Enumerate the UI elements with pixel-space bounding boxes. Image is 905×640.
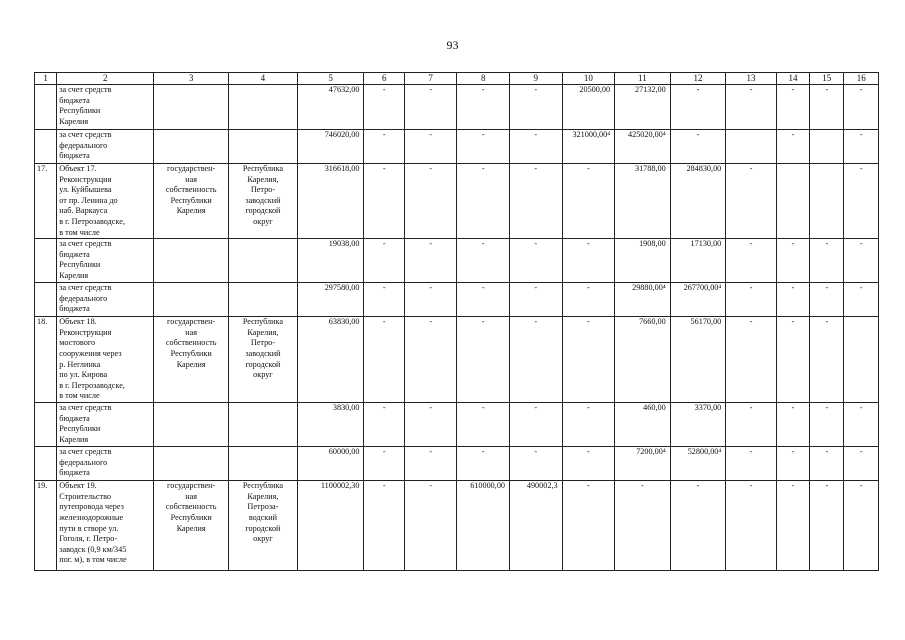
- col-15-value: -: [810, 283, 844, 317]
- col-14-value: -: [776, 447, 809, 481]
- col-16-value: -: [844, 239, 879, 283]
- col-8-value: -: [457, 130, 510, 164]
- object-name: за счет средств федерального бюджета: [57, 283, 154, 317]
- ownership: [154, 85, 229, 130]
- col-16-value: -: [844, 403, 879, 447]
- col-6-value: -: [364, 239, 404, 283]
- col-8-value: -: [457, 283, 510, 317]
- col-13-value: -: [726, 447, 777, 481]
- col-13-value: -: [726, 283, 777, 317]
- col-10-value: -: [562, 283, 615, 317]
- col-14-value: -: [776, 239, 809, 283]
- col-10-value: -: [562, 403, 615, 447]
- col-5-value: 19038,00: [297, 239, 364, 283]
- col-12-value: 52800,00⁴: [670, 447, 726, 481]
- budget-table: [34, 72, 879, 571]
- col-13-value: -: [726, 317, 777, 403]
- object-name: за счет средств бюджета Республики Карелия: [57, 85, 154, 130]
- col-7-value: -: [404, 317, 457, 403]
- col-15-value: -: [810, 85, 844, 130]
- column-number-1: 1: [35, 73, 57, 85]
- col-13-value: -: [726, 164, 777, 239]
- col-6-value: -: [364, 447, 404, 481]
- col-12-value: 3370,00: [670, 403, 726, 447]
- col-9-value: 490002,3: [510, 481, 563, 571]
- col-5-value: 3830,00: [297, 403, 364, 447]
- ownership: [154, 130, 229, 164]
- col-5-value: 63830,00: [297, 317, 364, 403]
- col-6-value: -: [364, 164, 404, 239]
- col-11-value: 1908,00: [615, 239, 671, 283]
- column-number-7: 7: [404, 73, 457, 85]
- row-number: 17.: [35, 164, 57, 239]
- row-number: [35, 403, 57, 447]
- col-8-value: -: [457, 164, 510, 239]
- ownership: [154, 403, 229, 447]
- col-14-value: -: [776, 317, 809, 403]
- col-12-value: 284830,00: [670, 164, 726, 239]
- col-8-value: 610000,00: [457, 481, 510, 571]
- col-13-value: -: [726, 403, 777, 447]
- location: Республика Карелия, Петро- заводский городской округ: [229, 164, 298, 239]
- col-11-value: 29880,00⁴: [615, 283, 671, 317]
- object-name: Объект 17. Реконструкция ул. Куйбышева от пр. Ленина до наб. Варкауса в г. Петрозаводске, в том числе: [57, 164, 154, 239]
- col-9-value: -: [510, 283, 563, 317]
- col-5-value: 316618,00: [297, 164, 364, 239]
- location: [229, 239, 298, 283]
- column-number-9: 9: [510, 73, 563, 85]
- row-number: 18.: [35, 317, 57, 403]
- row-number: 19.: [35, 481, 57, 571]
- col-15-value: [810, 164, 844, 239]
- row-number: [35, 130, 57, 164]
- col-6-value: -: [364, 283, 404, 317]
- column-number-11: 11: [615, 73, 671, 85]
- col-10-value: -: [562, 164, 615, 239]
- column-number-13: 13: [726, 73, 777, 85]
- ownership: [154, 239, 229, 283]
- col-11-value: 425020,00⁴: [615, 130, 671, 164]
- col-16-value: -: [844, 130, 879, 164]
- col-14-value: -: [776, 481, 809, 571]
- col-16-value: -: [844, 283, 879, 317]
- col-14-value: -: [776, 283, 809, 317]
- row-number: [35, 283, 57, 317]
- location: [229, 130, 298, 164]
- col-7-value: -: [404, 447, 457, 481]
- col-11-value: 7200,00⁴: [615, 447, 671, 481]
- col-14-value: [776, 164, 809, 239]
- col-7-value: -: [404, 85, 457, 130]
- table-row: [35, 481, 879, 571]
- table-row: [35, 283, 879, 317]
- object-name: Объект 18. Реконструкция мостового сооружения через р. Неглинка по ул. Кирова в г. Петрозаводске, в том числе: [57, 317, 154, 403]
- col-10-value: -: [562, 481, 615, 571]
- location: [229, 85, 298, 130]
- col-14-value: -: [776, 130, 809, 164]
- table-row: [35, 239, 879, 283]
- col-7-value: -: [404, 481, 457, 571]
- ownership: [154, 447, 229, 481]
- table-row: [35, 130, 879, 164]
- location: [229, 403, 298, 447]
- page-number: 93: [446, 38, 459, 52]
- col-10-value: -: [562, 447, 615, 481]
- table-row: [35, 403, 879, 447]
- col-7-value: -: [404, 283, 457, 317]
- col-6-value: -: [364, 317, 404, 403]
- col-12-value: 267700,00⁴: [670, 283, 726, 317]
- col-7-value: -: [404, 239, 457, 283]
- object-name: за счет средств бюджета Республики Карелия: [57, 239, 154, 283]
- col-11-value: 460,00: [615, 403, 671, 447]
- col-6-value: -: [364, 403, 404, 447]
- col-13-value: [726, 130, 777, 164]
- col-9-value: -: [510, 130, 563, 164]
- col-7-value: -: [404, 164, 457, 239]
- row-number: [35, 239, 57, 283]
- col-12-value: -: [670, 85, 726, 130]
- col-7-value: -: [404, 403, 457, 447]
- ownership: государствен- ная собственность Республики Карелия: [154, 481, 229, 571]
- column-number-3: 3: [154, 73, 229, 85]
- column-number-16: 16: [844, 73, 879, 85]
- col-5-value: 297580,00: [297, 283, 364, 317]
- table-row: [35, 317, 879, 403]
- col-15-value: -: [810, 239, 844, 283]
- col-12-value: -: [670, 130, 726, 164]
- col-15-value: -: [810, 317, 844, 403]
- col-13-value: -: [726, 481, 777, 571]
- object-name: за счет средств федерального бюджета: [57, 130, 154, 164]
- col-6-value: -: [364, 481, 404, 571]
- column-number-2: 2: [57, 73, 154, 85]
- col-16-value: [844, 317, 879, 403]
- column-number-10: 10: [562, 73, 615, 85]
- col-9-value: -: [510, 164, 563, 239]
- row-number: [35, 447, 57, 481]
- object-name: за счет средств бюджета Республики Карелия: [57, 403, 154, 447]
- location: Республика Карелия, Петро- заводский городской округ: [229, 317, 298, 403]
- ownership: государствен- ная собственность Республики Карелия: [154, 317, 229, 403]
- col-10-value: 321000,00⁴: [562, 130, 615, 164]
- column-number-15: 15: [810, 73, 844, 85]
- col-13-value: -: [726, 239, 777, 283]
- col-14-value: -: [776, 403, 809, 447]
- col-15-value: -: [810, 481, 844, 571]
- column-number-row: [35, 73, 879, 85]
- col-6-value: -: [364, 130, 404, 164]
- col-10-value: -: [562, 317, 615, 403]
- col-13-value: -: [726, 85, 777, 130]
- col-16-value: -: [844, 164, 879, 239]
- col-16-value: -: [844, 85, 879, 130]
- col-8-value: -: [457, 447, 510, 481]
- column-number-12: 12: [670, 73, 726, 85]
- table-row: [35, 85, 879, 130]
- col-9-value: -: [510, 85, 563, 130]
- location: Республика Карелия, Петроза- водский городской округ: [229, 481, 298, 571]
- column-number-5: 5: [297, 73, 364, 85]
- col-7-value: -: [404, 130, 457, 164]
- col-10-value: 20500,00: [562, 85, 615, 130]
- object-name: Объект 19. Строительство путепровода через железнодорожные пути в створе ул. Гоголя, г. Петро- заводск (0,9 км/345 пог. м), в том числе: [57, 481, 154, 571]
- row-number: [35, 85, 57, 130]
- col-5-value: 1100002,30: [297, 481, 364, 571]
- col-14-value: -: [776, 85, 809, 130]
- col-12-value: -: [670, 481, 726, 571]
- ownership: [154, 283, 229, 317]
- column-number-4: 4: [229, 73, 298, 85]
- table-row: [35, 164, 879, 239]
- col-11-value: 31788,00: [615, 164, 671, 239]
- col-8-value: -: [457, 85, 510, 130]
- col-16-value: -: [844, 481, 879, 571]
- col-11-value: -: [615, 481, 671, 571]
- location: [229, 283, 298, 317]
- col-11-value: 27132,00: [615, 85, 671, 130]
- col-12-value: 17130,00: [670, 239, 726, 283]
- col-10-value: -: [562, 239, 615, 283]
- ownership: государствен- ная собственность Республики Карелия: [154, 164, 229, 239]
- col-5-value: 746020,00: [297, 130, 364, 164]
- col-8-value: -: [457, 239, 510, 283]
- col-9-value: -: [510, 447, 563, 481]
- col-5-value: 47632,00: [297, 85, 364, 130]
- col-8-value: -: [457, 403, 510, 447]
- column-number-8: 8: [457, 73, 510, 85]
- col-6-value: -: [364, 85, 404, 130]
- column-number-6: 6: [364, 73, 404, 85]
- col-9-value: -: [510, 239, 563, 283]
- col-15-value: [810, 130, 844, 164]
- col-15-value: -: [810, 403, 844, 447]
- col-5-value: 60000,00: [297, 447, 364, 481]
- location: [229, 447, 298, 481]
- object-name: за счет средств федерального бюджета: [57, 447, 154, 481]
- table-row: [35, 447, 879, 481]
- col-9-value: -: [510, 317, 563, 403]
- col-8-value: -: [457, 317, 510, 403]
- column-number-14: 14: [776, 73, 809, 85]
- col-9-value: -: [510, 403, 563, 447]
- col-16-value: -: [844, 447, 879, 481]
- col-11-value: 7660,00: [615, 317, 671, 403]
- col-12-value: 56170,00: [670, 317, 726, 403]
- col-15-value: -: [810, 447, 844, 481]
